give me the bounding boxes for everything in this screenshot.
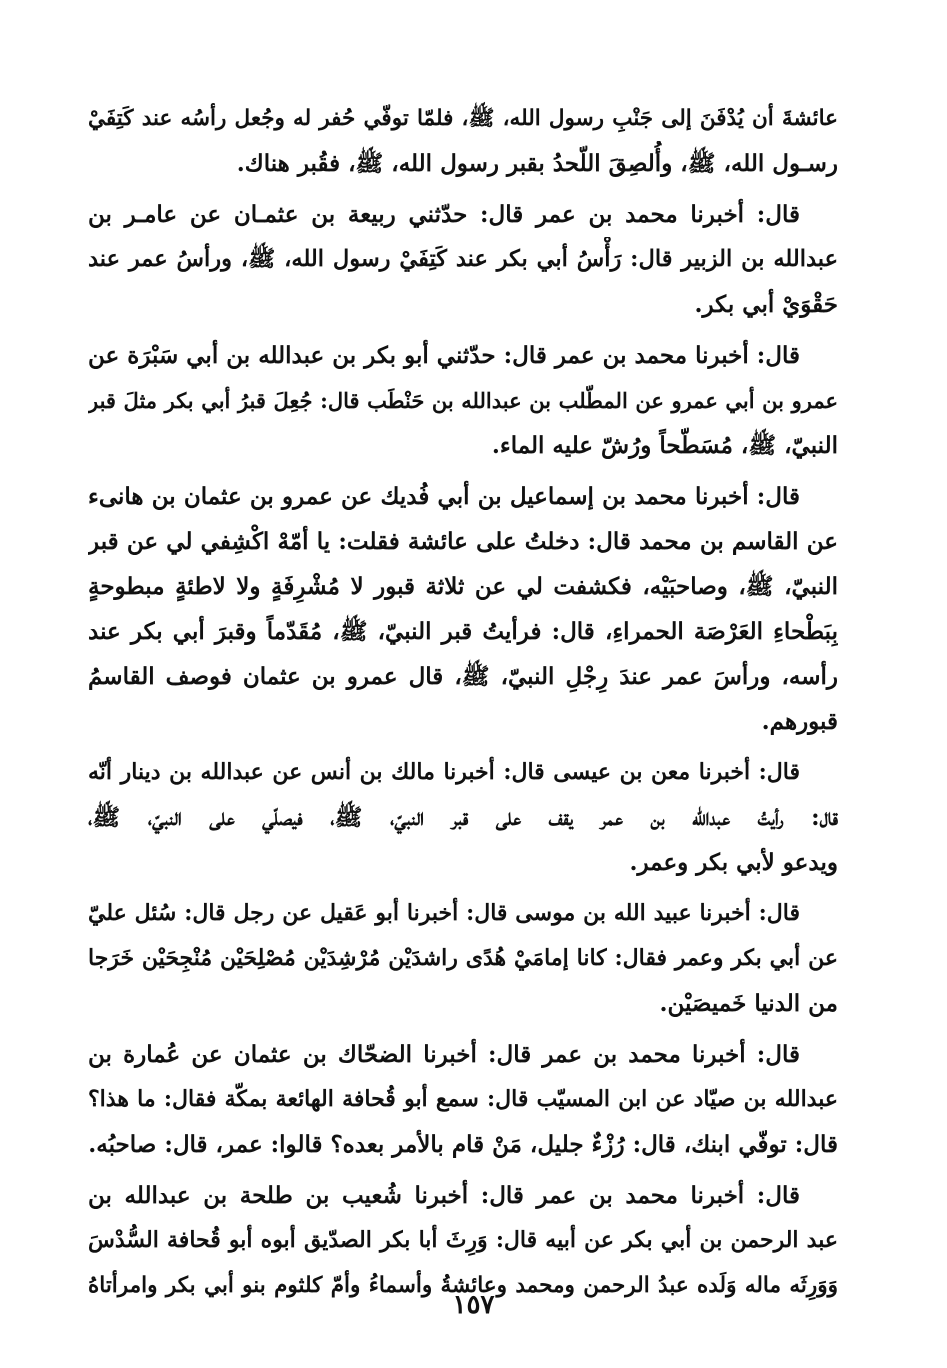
text-line: عن أبي بكر وعمر فقال: كانا إمامَيْ هُدًى راشدَيْن مُرْشِدَيْن مُصْلِحَيْن مُنْجِحَيْن خَرَجا [88, 945, 838, 971]
text-line: من الدنيا خَميصَيْن. [659, 990, 838, 1017]
text-line: قال: رأيتُ عبدالله بن عمر يقف على قبر النبيّ، ﷺ، فيصلّي على النبيّ، ﷺ، [88, 804, 838, 831]
text-line: قال: أخبرنا معن بن عيسى قال: أخبرنا مالك بن أنس عن عبدالله بن دينار أنّه [88, 759, 800, 785]
paragraph [88, 891, 838, 1026]
text-line: قال: أخبرنا محمد بن عمر قال: أخبرنا الضحّاك بن عثمان عن عُمارة بن [88, 1041, 800, 1068]
text-line: قال: توفّي ابنك، قال: رُزْءٌ جليل، مَنْ قام بالأمر بعده؟ قالوا: عمر، قال: صاحبُه. [88, 1131, 838, 1158]
text-line: وَوَرِثَه ماله وَلَده عبدُ الرحمن ومحمد وعائشةُ وأسماءُ وأمّ كلثوم بنو أبي بكر وامرأتاهُ [88, 1273, 838, 1298]
paragraph [88, 474, 838, 744]
text-line: حَقْوَيْ أبي بكر. [694, 291, 838, 318]
text-line: ويدعو لأبي بكر وعمر. [629, 849, 838, 876]
paragraph [88, 96, 838, 186]
paragraph [88, 1032, 838, 1167]
text-line: عبدالله بن الزبير قال: رَأْسُ أبي بكر عند كَتِفَيْ رسول الله، ﷺ، ورأسُ عمر عند [88, 246, 838, 272]
text-line: النبيّ، ﷺ، وصاحبَيْه، فكشفت لي عن ثلاثة قبور لا مُشْرِفَةٍ ولا لاطئةٍ مبطوحةٍ [88, 573, 838, 600]
text-line: قال: أخبرنا محمد بن عمر قال: حدّثني أبو بكر بن عبدالله بن أبي سَبْرَة عن [88, 342, 800, 369]
paragraph [88, 750, 838, 885]
text-line: عائشةَ أن يُدْفَنَ إلى جَنْبِ رسول الله، ﷺ، فلمّا توفّي حُفر له وجُعل رأسُه عند كَتِفَيْ [88, 106, 838, 131]
text-line: قال: أخبرنا محمد بن عمر قال: أخبرنا شُعيب بن طلحة بن عبدالله بن [88, 1182, 800, 1209]
text-line: عبدالله بن صيّاد عن ابن المسيّب قال: سمع أبو قُحافة الهائعة بمكّة فقال: ما هذا؟ [88, 1086, 838, 1112]
text-line: عن القاسم بن محمد قال: دخلتُ على عائشة فقلت: يا أمّهْ اكْشِفي لي عن قبر [88, 528, 838, 555]
text-line: رسـول الله، ﷺ، وأُلصِقَ اللّحدُ بقبر رسول الله، ﷺ، فقُبر هناك. [236, 150, 838, 177]
text-line: قبورهم. [761, 708, 838, 735]
text-line: قال: أخبرنا محمد بن عمر قال: حدّثني ربيعة بن عثمـان عن عامـر بن [88, 201, 800, 228]
text-line: النبيّ، ﷺ، مُسَطّحاً ورُشّ عليه الماء. [491, 432, 838, 459]
document-body [88, 96, 838, 1314]
text-line: بِبَطْحاءِ العَرْصَة الحمراءِ، قال: فرأيتُ قبر النبيّ، ﷺ، مُقَدّماً وقبرَ أبي بكر عند [88, 618, 838, 645]
text-line: عبد الرحمن بن أبي بكر عن أبيه قال: وَرِثَ أبا بكر الصدّيق أبوه أبو قُحافة السُّدْسَ [88, 1227, 838, 1253]
text-line: رأسه، ورأسَ عمر عندَ رِجْلِ النبيّ، ﷺ، قال عمرو بن عثمان فوصف القاسمُ [88, 663, 838, 690]
paragraph [88, 192, 838, 327]
page-number: ١٥٧ [452, 1290, 495, 1320]
paragraph [88, 333, 838, 468]
paragraph [88, 1173, 838, 1308]
text-line: عمرو بن أبي عمرو عن المطّلب بن عبدالله بن حَنْطَب قال: جُعِلَ قبرُ أبي بكر مثلَ قبر [88, 388, 838, 413]
text-line: قال: أخبرنا محمد بن إسماعيل بن أبي فُديك عن عمرو بن عثمان بن هانىء [88, 483, 800, 510]
text-line: قال: أخبرنا عبيد الله بن موسى قال: أخبرنا أبو عَقيل عن رجل قال: سُئل عليّ [88, 900, 800, 926]
